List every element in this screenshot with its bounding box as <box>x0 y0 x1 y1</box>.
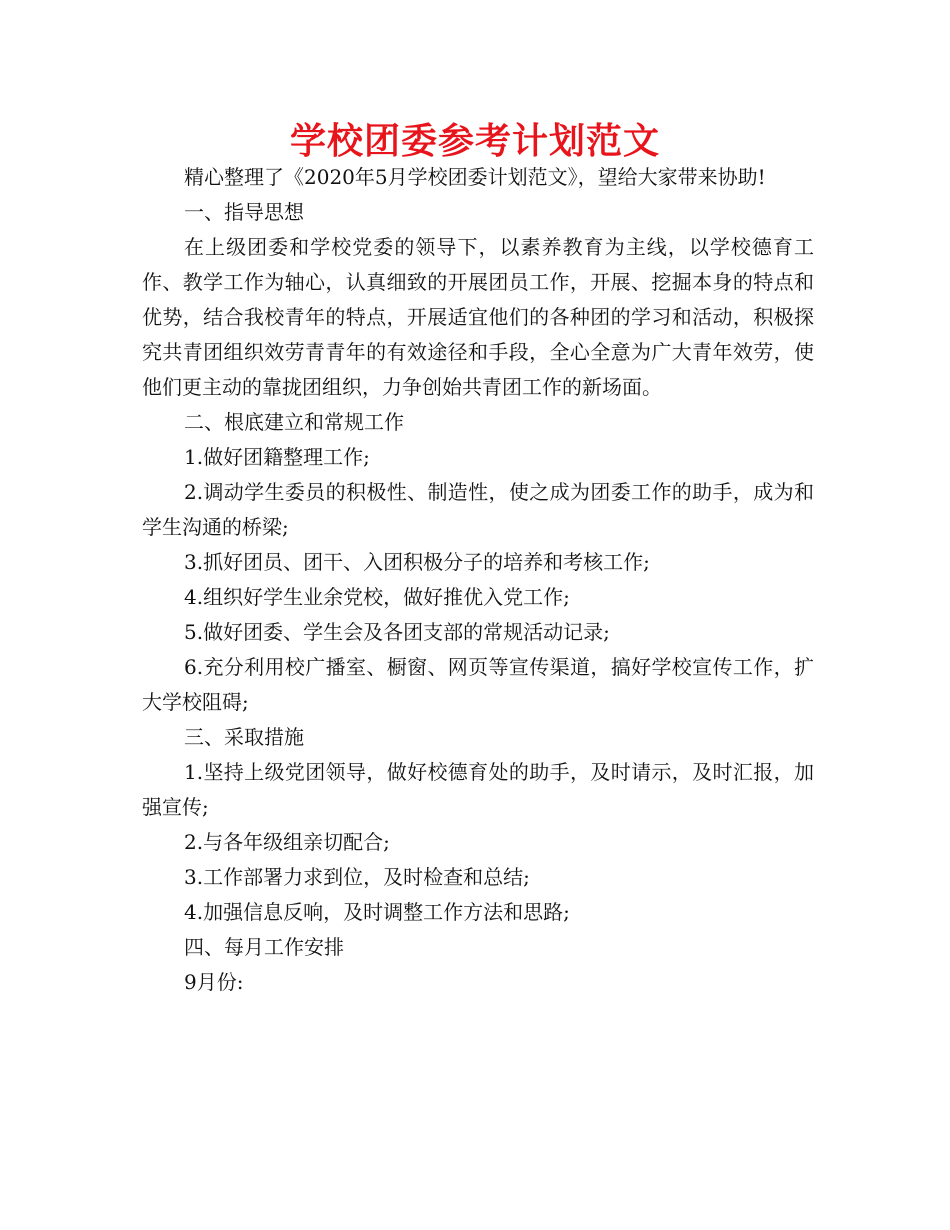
section-heading-guiding-thought: 一、指导思想 <box>184 200 304 224</box>
list-item: 4.组织好学生业余党校，做好推优入党工作; <box>184 585 570 609</box>
intro-paragraph: 精心整理了《2020年5月学校团委计划范文》，望给大家带来协助! <box>184 165 766 189</box>
list-item: 1.坚持上级党团领导，做好校德育处的助手，及时请示，及时汇报，加强宣传; <box>142 760 814 819</box>
list-item: 3.工作部署力求到位，及时检查和总结; <box>184 865 530 889</box>
list-item: 1.做好团籍整理工作; <box>184 445 370 469</box>
section-heading-measures: 三、采取措施 <box>184 725 304 749</box>
month-heading: 9月份: <box>184 970 244 994</box>
list-item: 2.与各年级组亲切配合; <box>184 830 390 854</box>
section-heading-basic-work: 二、根底建立和常规工作 <box>184 410 404 434</box>
list-item: 4.加强信息反响，及时调整工作方法和思路; <box>184 900 570 924</box>
list-item: 2.调动学生委员的积极性、制造性，使之成为团委工作的助手，成为和学生沟通的桥梁; <box>142 480 814 539</box>
list-item: 6.充分利用校广播室、橱窗、网页等宣传渠道，搞好学校宣传工作，扩大学校阻碍; <box>142 655 814 714</box>
document-title: 学校团委参考计划范文 <box>289 121 660 162</box>
list-item: 5.做好团委、学生会及各团支部的常规活动记录; <box>184 620 610 644</box>
guiding-thought-paragraph: 在上级团委和学校党委的领导下，以素养教育为主线，以学校德育工作、教学工作为轴心，认真细致的开展团员工作，开展、挖掘本身的特点和优势，结合我校青年的特点，开展适宜他们的各种团的学习和活动，积极探究共青团组织效劳青青年的有效途径和手段，全心全意为广大青年效劳，使他们更主动的靠拢团组织，力争创始共青团工作的新场面。 <box>142 235 814 399</box>
list-item: 3.抓好团员、团干、入团积极分子的培养和考核工作; <box>184 550 650 574</box>
document-body <box>142 160 814 1000</box>
section-heading-monthly-plan: 四、每月工作安排 <box>184 935 344 959</box>
